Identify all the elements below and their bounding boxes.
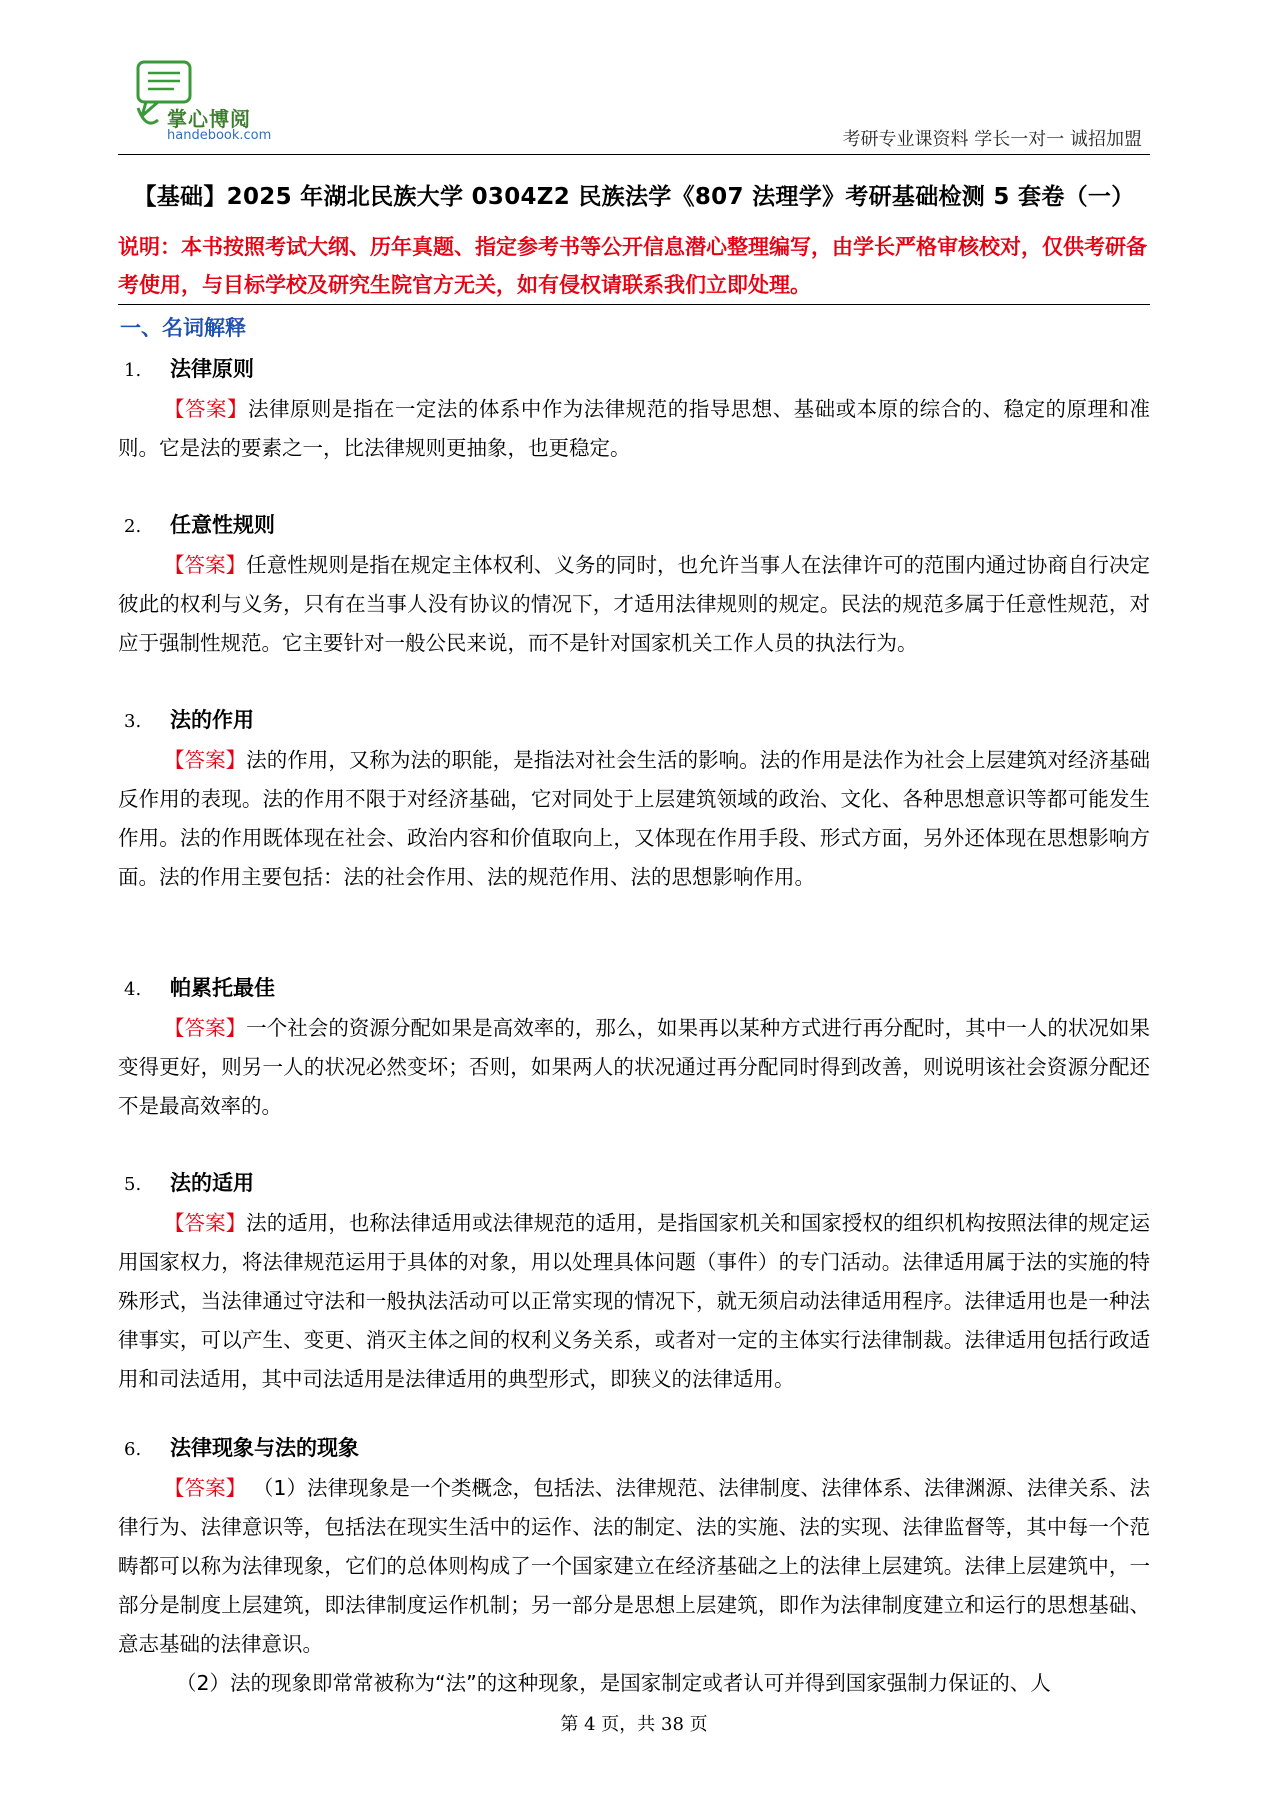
answer-text: 法律原则是指在一定法的体系中作为法律规范的指导思想、基础或本原的综合的、稳定的原理和准则。它是法的要素之一，比法律规则更抽象，也更稳定。: [118, 397, 1151, 460]
term-entry-1: [118, 350, 1150, 468]
term-name: 帕累托最佳: [170, 976, 275, 1000]
answer-tag: 【答案】: [164, 553, 247, 577]
document-title: 【基础】2025 年湖北民族大学 0304Z2 民族法学《807 法理学》考研基础检测 5 套卷（一）: [133, 184, 1135, 210]
term-entry-5: [118, 1164, 1150, 1399]
answer-text: 任意性规则是指在规定主体权利、义务的同时，也允许当事人在法律许可的范围内通过协商自行决定彼此的权利与义务，只有在当事人没有协议的情况下，才适用法律规则的规定。民法的规范多属于任意性规范，对应于强制性规范。它主要针对一般公民来说，而不是针对国家机关工作人员的执法行为。: [118, 553, 1150, 655]
term-entry-3: [118, 701, 1150, 897]
logo-url: handebook.com: [167, 128, 272, 143]
answer-tag: 【答案】: [164, 1476, 247, 1500]
answer-tag: 【答案】: [164, 1016, 247, 1040]
term-entry-2: [118, 506, 1150, 663]
term-answer: [118, 1469, 1150, 1664]
term-answer: [118, 1009, 1150, 1126]
logo-text: 掌心博阅: [167, 107, 251, 131]
terms-content: [118, 350, 1150, 1703]
answer-tag: 【答案】: [164, 1211, 247, 1235]
answer-text: （1）法律现象是一个类概念，包括法、法律规范、法律制度、法律体系、法律渊源、法律关系、法律行为、法律意识等，包括法在现实生活中的运作、法的制定、法的实施、法的实现、法律监督等，其中每一个范畴都可以称为法律现象，它们的总体则构成了一个国家建立在经济基础之上的法律上层建筑。法律上层建筑中，一部分是制度上层建筑，即法律制度运作机制；另一部分是思想上层建筑，即作为法律制度建立和运行的思想基础、意志基础的法律意识。: [118, 1476, 1150, 1656]
term-name: 任意性规则: [170, 513, 275, 537]
answer-tag: 【答案】: [164, 748, 247, 772]
section-heading: 一、名词解释: [120, 316, 246, 340]
term-answer-paragraph-2: （2）法的现象即常常被称为“法”的这种现象，是国家制定或者认可并得到国家强制力保证的、人: [176, 1671, 1051, 1695]
term-number: 6.: [124, 1439, 142, 1460]
term-answer: [118, 390, 1150, 468]
term-heading: [118, 506, 1150, 546]
term-name: 法律原则: [170, 357, 254, 381]
answer-text: 法的适用，也称法律适用或法律规范的适用，是指国家机关和国家授权的组织机构按照法律的规定运用国家权力，将法律规范运用于具体的对象，用以处理具体问题（事件）的专门活动。法律适用属于法的实施的特殊形式，当法律通过守法和一般执法活动可以正常实现的情况下，就无须启动法律适用程序。法律适用也是一种法律事实，可以产生、变更、消灭主体之间的权利义务关系，或者对一定的主体实行法律制裁。法律适用包括行政适用和司法适用，其中司法适用是法律适用的典型形式，即狭义的法律适用。: [118, 1211, 1150, 1391]
answer-text: 一个社会的资源分配如果是高效率的，那么，如果再以某种方式进行再分配时，其中一人的状况如果变得更好，则另一人的状况必然变坏；否则，如果两人的状况通过再分配同时得到改善，则说明该社会资源分配还不是最高效率的。: [118, 1016, 1150, 1118]
term-entry-4: [118, 969, 1150, 1126]
term-heading: [118, 1164, 1150, 1204]
disclaimer-text: 说明：本书按照考试大纲、历年真题、指定参考书等公开信息潜心整理编写，由学长严格审核校对，仅供考研备考使用，与目标学校及研究生院官方无关，如有侵权请联系我们立即处理。: [118, 235, 1147, 297]
term-heading: [118, 969, 1150, 1009]
answer-text: 法的作用，又称为法的职能，是指法对社会生活的影响。法的作用是法作为社会上层建筑对经济基础反作用的表现。法的作用不限于对经济基础，它对同处于上层建筑领域的政治、文化、各种思想意识等都可能发生作用。法的作用既体现在社会、政治内容和价值取向上，又体现在作用手段、形式方面，另外还体现在思想影响方面。法的作用主要包括：法的社会作用、法的规范作用、法的思想影响作用。: [118, 748, 1150, 889]
term-name: 法的适用: [170, 1171, 254, 1195]
term-number: 1.: [124, 360, 142, 381]
disclaimer-divider: [118, 304, 1150, 305]
term-heading: [118, 350, 1150, 390]
answer-tag: 【答案】: [164, 397, 248, 421]
term-number: 4.: [124, 979, 142, 1000]
term-answer: [118, 1204, 1150, 1399]
term-name: 法的作用: [170, 708, 254, 732]
header-divider: [118, 154, 1150, 155]
term-number: 5.: [124, 1174, 142, 1195]
term-number: 3.: [124, 711, 142, 732]
term-heading: [118, 701, 1150, 741]
term-name: 法律现象与法的现象: [170, 1436, 359, 1460]
term-number: 2.: [124, 516, 142, 537]
term-entry-6: [118, 1429, 1150, 1703]
header-tagline: 考研专业课资料 学长一对一 诚招加盟: [842, 129, 1142, 150]
term-heading: [118, 1429, 1150, 1469]
page-number: 第 4 页，共 38 页: [560, 1714, 708, 1735]
term-answer: [118, 741, 1150, 897]
term-answer: [118, 546, 1150, 663]
